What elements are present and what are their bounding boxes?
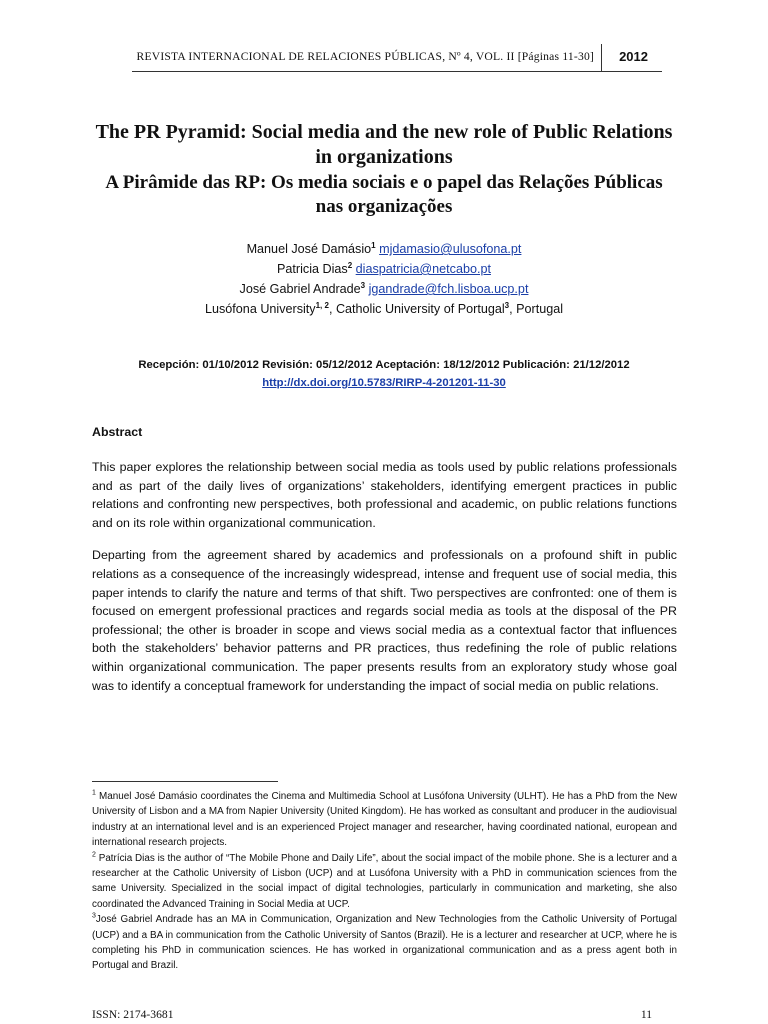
footnotes: [92, 789, 677, 974]
author-mark: 1: [371, 240, 376, 250]
page-number: 11: [640, 1008, 652, 1021]
footnote-rule: [92, 781, 278, 782]
abstract-heading: Abstract: [92, 425, 143, 439]
affiliation-mark: 3: [504, 300, 510, 310]
footnote: [92, 912, 677, 974]
author-name: Manuel José Damásio: [246, 242, 372, 256]
footnote-mark: 1: [92, 789, 96, 797]
footnote-text: Patrícia Dias is the author of “The Mobile Phone and Daily Life”, about the social impact of the mobile phone. She is a lecturer and a researcher at the Catholic University of Lisbon (UCP) and at Lusófona University with a PhD in communication sciences from the same University. Specialized in the social impact of digital technologies, particularly in communication and marketing, she also coordinated the Advanced Training in Social Media at UCP.: [92, 852, 677, 910]
doi-link[interactable]: http://dx.doi.org/10.5783/RIRP-4-201201-11-30: [262, 377, 506, 389]
footnote-mark: 2: [92, 851, 96, 859]
dates-line: Recepción: 01/10/2012 Revisión: 05/12/2012 Aceptación: 18/12/2012 Publicación: 21/12/2012: [138, 359, 630, 371]
footnote: [92, 789, 677, 851]
author-line: [92, 279, 676, 299]
author-email-link[interactable]: jgandrade@fch.lisboa.ucp.pt: [368, 282, 529, 296]
issn: ISSN: 2174-3681: [92, 1008, 174, 1021]
header-rule: [132, 71, 662, 72]
author-line: [92, 239, 676, 259]
journal-name: REVISTA INTERNACIONAL DE RELACIONES PÚBLICAS, Nº 4, VOL. II [Páginas 11-30]: [136, 50, 594, 63]
affiliation-country: , Portugal: [509, 302, 563, 316]
author-email-link[interactable]: mjdamasio@ulusofona.pt: [379, 242, 522, 256]
author-list: [92, 239, 676, 319]
abstract-paragraph: This paper explores the relationship between social media as tools used by public relations professionals and as part of the daily lives of organizations’ stakeholders, identifying emergent practices in public relations and confronting new perspectives, both professional and academic, on public relations functions and on its role within organizational communication.: [92, 460, 677, 530]
footnote-text: Manuel José Damásio coordinates the Cinema and Multimedia School at Lusófona University (ULHT). He has a PhD from the New University of Lisbon and a MA from Napier University (United Kingdom). He has worked as consultant and producer in the audiovisual industry at an international level and is an experienced Project manager and researcher, having coordinated national, european and international research projects.: [92, 791, 677, 849]
footnote: [92, 851, 677, 913]
author-name: José Gabriel Andrade: [239, 282, 361, 296]
paper-title-english: The PR Pyramid: Social media and the new role of Public Relations in organizations: [95, 121, 673, 168]
footnote-mark: 3: [92, 912, 96, 920]
affiliation-uni2: , Catholic University of Portugal: [328, 302, 505, 316]
affiliation-mark: 1, 2: [315, 300, 329, 310]
publication-dates: [92, 356, 676, 392]
footnote-text: José Gabriel Andrade has an MA in Communication, Organization and New Technologies from the Catholic University of Portugal (UCP) and a BA in communication from the Catholic University of Santos (Brazil). He is a lecturer and researcher at UCP, where he is completing his PhD in communication sciences. He has worked in organizational communication and as a press agent both in Portugal and Brazil.: [92, 914, 677, 972]
abstract-body: [92, 458, 677, 709]
author-email-link[interactable]: diaspatricia@netcabo.pt: [355, 262, 491, 276]
header-divider: [601, 44, 602, 72]
affiliation-line: [92, 299, 676, 319]
title-block: [92, 120, 676, 219]
author-name: Patricia Dias: [277, 262, 348, 276]
author-line: [92, 259, 676, 279]
affiliation-uni1: Lusófona University: [205, 302, 316, 316]
running-header: [132, 44, 662, 72]
author-mark: 3: [360, 280, 366, 290]
header-year: 2012: [619, 49, 648, 64]
paper-title-portuguese: A Pirâmide das RP: Os media sociais e o papel das Relações Públicas nas organizações: [105, 172, 663, 217]
abstract-paragraph: Departing from the agreement shared by academics and professionals on a profound shift in public relations as a consequence of the increasingly widespread, intense and frequent use of social media, this paper intends to clarify the nature and terms of that shift. Two perspectives are confronted: one of them is focused on emergent professional practices and regards social media as tools at the disposal of the PR professional; the other is broader in scope and views social media as a contextual factor that influences both the stakeholders’ behavior patterns and PR practices, thus redefining the role of public relations within organizational communication. The paper presents results from an exploratory study whose goal was to identify a conceptual framework for understanding the impact of social media on public relations.: [92, 548, 677, 693]
author-mark: 2: [347, 260, 353, 270]
